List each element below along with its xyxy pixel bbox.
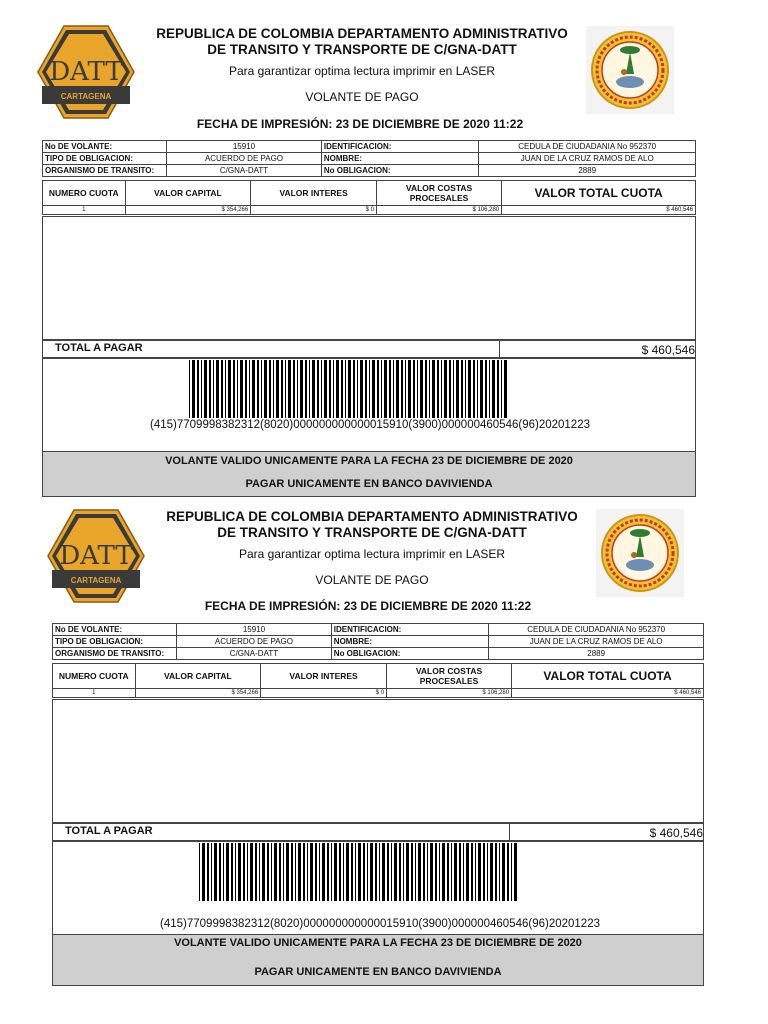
nombre-label: NOMBRE:	[321, 153, 479, 165]
header	[122, 26, 602, 104]
barcode-bar	[389, 360, 391, 418]
col-valor-total: VALOR TOTAL CUOTA	[502, 181, 696, 206]
col-valor-capital: VALOR CAPITAL	[135, 664, 261, 689]
barcode-bar	[216, 360, 219, 418]
no-volante-label: No DE VOLANTE:	[53, 624, 177, 636]
barcode-bar	[382, 843, 385, 901]
identificacion-label: IDENTIFICACION:	[321, 141, 479, 153]
detail-area	[52, 699, 704, 823]
barcode-bar	[231, 843, 233, 901]
barcode-bar	[372, 360, 375, 418]
barcode-bar	[379, 843, 380, 901]
barcode-bar	[315, 843, 317, 901]
barcode-bar	[423, 843, 425, 901]
barcode-bar	[346, 843, 349, 901]
barcode-bar	[336, 360, 339, 418]
barcode-bar	[495, 843, 497, 901]
barcode-bar	[202, 843, 205, 901]
validity-notice	[52, 934, 704, 986]
barcode-bar	[213, 360, 214, 418]
cell-capital: $ 354,266	[125, 206, 251, 215]
barcode-bar	[360, 360, 363, 418]
tipo-obligacion-value: ACUERDO DE PAGO	[177, 636, 332, 648]
barcode-bar	[497, 360, 499, 418]
barcode-bar	[415, 843, 416, 901]
title-line-1: REPUBLICA DE COLOMBIA DEPARTAMENTO ADMINISTRATIVO	[166, 509, 578, 524]
col-valor-costas: VALOR COSTAS PROCESALES	[376, 181, 501, 206]
total-label: TOTAL A PAGAR	[55, 342, 143, 354]
col-valor-total: VALOR TOTAL CUOTA	[512, 664, 704, 689]
nombre-value: JUAN DE LA CRUZ RAMOS DE ALO	[489, 636, 704, 648]
barcode-bar	[240, 360, 243, 418]
barcode-bar	[274, 843, 277, 901]
barcode-bar	[480, 360, 483, 418]
barcode-bar	[245, 360, 247, 418]
installments-table	[52, 663, 704, 698]
no-volante-label: No DE VOLANTE:	[43, 141, 167, 153]
barcode-bar	[369, 360, 370, 418]
logo-subtext: CARTAGENA	[70, 576, 122, 585]
col-valor-capital: VALOR CAPITAL	[125, 181, 251, 206]
barcode-bar	[353, 360, 355, 418]
info-table	[42, 140, 696, 177]
barcode-bar	[377, 360, 379, 418]
barcode-bar	[238, 843, 241, 901]
logo-text: DATT	[59, 541, 133, 571]
barcode-bar	[406, 843, 409, 901]
barcode-bar	[250, 843, 253, 901]
barcode-text: (415)7709998382312(8020)000000000000015910(3900)000000460546(96)20201223	[160, 918, 600, 930]
barcode-bar	[507, 843, 509, 901]
barcode-bar	[209, 360, 211, 418]
total-amount: $ 460,546	[649, 826, 703, 840]
barcode-bar	[295, 843, 296, 901]
barcode-bar	[312, 360, 315, 418]
barcode-bar	[192, 360, 195, 418]
title-line-2: DE TRANSITO Y TRANSPORTE DE C/GNA-DATT	[217, 525, 527, 540]
barcode-bar	[413, 360, 415, 418]
barcode-bar	[471, 843, 473, 901]
barcode-bar	[442, 843, 445, 901]
nombre-label: NOMBRE:	[331, 636, 489, 648]
barcode-icon	[199, 843, 517, 901]
barcode-bar	[319, 843, 320, 901]
subtitle: Para garantizar optima lectura imprimir en LASER	[228, 64, 496, 78]
barcode-bar	[420, 360, 423, 418]
barcode-bar	[437, 360, 439, 418]
title-line-2: DE TRANSITO Y TRANSPORTE DE C/GNA-DATT	[207, 42, 517, 57]
barcode-bar	[403, 843, 404, 901]
barcode-bar	[396, 360, 399, 418]
barcode-bar	[355, 843, 356, 901]
barcode-bar	[291, 843, 293, 901]
cell-cuota: 1	[53, 689, 136, 698]
barcode-bar	[485, 360, 487, 418]
installments-table	[42, 180, 696, 215]
barcode-bar	[207, 843, 209, 901]
barcode-bar	[393, 360, 394, 418]
logo-subtext: CARTAGENA	[60, 92, 112, 101]
barcode-bar	[298, 843, 301, 901]
identificacion-value: CEDULA DE CIUDADANIA No 952370	[489, 624, 704, 636]
barcode-bar	[473, 360, 475, 418]
barcode-bar	[324, 360, 327, 418]
barcode-bar	[357, 360, 358, 418]
notice-date: VOLANTE VALIDO UNICAMENTE PARA LA FECHA 23 DE DICIEMBRE DE 2020	[174, 937, 582, 949]
barcode-bar	[487, 843, 488, 901]
barcode-bar	[367, 843, 368, 901]
info-table	[52, 623, 704, 660]
barcode-bar	[405, 360, 406, 418]
barcode-bar	[425, 360, 427, 418]
print-date: FECHA DE IMPRESIÓN: 23 DE DICIEMBRE DE 2020 11:22	[204, 599, 532, 613]
barcode-bar	[348, 360, 351, 418]
barcode-bar	[309, 360, 310, 418]
barcode-bar	[444, 360, 447, 418]
tipo-obligacion-label: TIPO DE OBLIGACION:	[43, 153, 167, 165]
barcode-bar	[333, 360, 334, 418]
barcode-bar	[411, 843, 413, 901]
barcode-bar	[271, 843, 272, 901]
barcode-bar	[465, 360, 466, 418]
barcode-bar	[427, 843, 428, 901]
barcode-bar	[399, 843, 401, 901]
barcode-bar	[358, 843, 361, 901]
col-valor-costas: VALOR COSTAS PROCESALES	[386, 664, 511, 689]
barcode-bar	[375, 843, 377, 901]
barcode-icon	[189, 360, 507, 418]
cartagena-seal-icon	[586, 26, 674, 114]
barcode-bar	[322, 843, 325, 901]
barcode-bar	[269, 360, 271, 418]
barcode-bar	[226, 843, 229, 901]
barcode-bar	[300, 360, 303, 418]
barcode-bar	[401, 360, 403, 418]
cell-interes: $ 0	[261, 689, 387, 698]
barcode-bar	[461, 360, 463, 418]
print-date: FECHA DE IMPRESIÓN: 23 DE DICIEMBRE DE 2020 11:22	[196, 117, 524, 131]
cell-total: $ 460,546	[512, 689, 704, 698]
barcode-bar	[501, 360, 502, 418]
barcode-bar	[489, 360, 490, 418]
barcode-bar	[351, 843, 353, 901]
no-obligacion-value: 2889	[489, 648, 704, 660]
barcode-bar	[429, 360, 430, 418]
validity-notice	[42, 451, 696, 497]
barcode-bar	[303, 843, 305, 901]
total-label: TOTAL A PAGAR	[65, 825, 153, 837]
document-type: VOLANTE DE PAGO	[305, 90, 419, 104]
subtitle: Para garantizar optima lectura imprimir en LASER	[238, 547, 506, 561]
barcode-bar	[370, 843, 373, 901]
cell-interes: $ 0	[251, 206, 377, 215]
barcode-bar	[297, 360, 298, 418]
barcode-bar	[243, 843, 245, 901]
tipo-obligacion-value: ACUERDO DE PAGO	[167, 153, 322, 165]
barcode-bar	[384, 360, 387, 418]
barcode-bar	[417, 360, 418, 418]
barcode-bar	[233, 360, 235, 418]
cell-capital: $ 354,266	[135, 689, 261, 698]
barcode-bar	[307, 843, 308, 901]
col-valor-interes: VALOR INTERES	[251, 181, 377, 206]
organismo-value: C/GNA-DATT	[177, 648, 332, 660]
barcode-bar	[475, 843, 476, 901]
notice-bank: PAGAR UNICAMENTE EN BANCO DAVIVIENDA	[254, 966, 502, 978]
barcode-bar	[430, 843, 433, 901]
barcode-bar	[363, 843, 365, 901]
barcode-bar	[317, 360, 319, 418]
barcode-bar	[252, 360, 255, 418]
barcode-bar	[447, 843, 449, 901]
barcode-bar	[255, 843, 257, 901]
barcode-bar	[492, 360, 495, 418]
cell-total: $ 460,546	[502, 206, 696, 215]
notice-bank: PAGAR UNICAMENTE EN BANCO DAVIVIENDA	[245, 478, 493, 490]
barcode-bar	[408, 360, 411, 418]
barcode-bar	[331, 843, 332, 901]
barcode-bar	[341, 360, 343, 418]
barcode-bar	[273, 360, 274, 418]
barcode-bar	[261, 360, 262, 418]
total-amount: $ 460,546	[641, 343, 695, 357]
barcode-bar	[387, 843, 389, 901]
barcode-bar	[285, 360, 286, 418]
barcode-bar	[439, 843, 440, 901]
barcode-bar	[478, 843, 481, 901]
barcode-bar	[221, 360, 223, 418]
barcode-bar	[327, 843, 329, 901]
barcode-bar	[286, 843, 289, 901]
barcode-bar	[449, 360, 451, 418]
barcode-bar	[391, 843, 392, 901]
header	[132, 509, 612, 587]
col-numero-cuota: NUMERO CUOTA	[53, 664, 136, 689]
no-obligacion-value: 2889	[479, 165, 696, 177]
total-row	[52, 823, 704, 841]
nombre-value: JUAN DE LA CRUZ RAMOS DE ALO	[479, 153, 696, 165]
no-volante-value: 15910	[167, 141, 322, 153]
cell-cuota: 1	[43, 206, 126, 215]
barcode-bar	[334, 843, 337, 901]
barcode-bar	[262, 843, 265, 901]
barcode-bar	[199, 843, 200, 901]
barcode-bar	[197, 360, 199, 418]
identificacion-label: IDENTIFICACION:	[331, 624, 489, 636]
barcode-bar	[267, 843, 269, 901]
cartagena-seal-icon	[596, 509, 684, 597]
barcode-bar	[214, 843, 217, 901]
logo-text: DATT	[49, 57, 123, 87]
barcode-bar	[283, 843, 284, 901]
table-row	[43, 206, 696, 215]
barcode-bar	[459, 843, 461, 901]
datt-logo-icon	[46, 508, 146, 604]
barcode-bar	[201, 360, 202, 418]
barcode-bar	[504, 360, 507, 418]
no-volante-value: 15910	[177, 624, 332, 636]
barcode-bar	[321, 360, 322, 418]
barcode-bar	[329, 360, 331, 418]
no-obligacion-label: No OBLIGACION:	[331, 648, 489, 660]
detail-area	[42, 216, 696, 340]
organismo-label: ORGANISMO DE TRANSITO:	[43, 165, 167, 177]
barcode-bar	[257, 360, 259, 418]
no-obligacion-label: No OBLIGACION:	[321, 165, 479, 177]
barcode-bar	[228, 360, 231, 418]
barcode-bar	[219, 843, 221, 901]
barcode-bar	[463, 843, 464, 901]
barcode-bar	[453, 360, 454, 418]
barcode-bar	[381, 360, 382, 418]
barcode-bar	[490, 843, 493, 901]
barcode-bar	[514, 843, 517, 901]
barcode-bar	[454, 843, 457, 901]
barcode-bar	[259, 843, 260, 901]
barcode-bar	[343, 843, 344, 901]
cell-costas: $ 106,280	[376, 206, 501, 215]
barcode-bar	[310, 843, 313, 901]
barcode-bar	[211, 843, 212, 901]
barcode-bar	[279, 843, 281, 901]
barcode-bar	[468, 360, 471, 418]
barcode-bar	[432, 360, 435, 418]
barcode-bar	[499, 843, 500, 901]
barcode-bar	[466, 843, 469, 901]
barcode-bar	[276, 360, 279, 418]
barcode-bar	[223, 843, 224, 901]
total-row	[42, 340, 696, 358]
table-row	[53, 689, 704, 698]
tipo-obligacion-label: TIPO DE OBLIGACION:	[53, 636, 177, 648]
cell-costas: $ 106,280	[386, 689, 511, 698]
barcode-bar	[365, 360, 367, 418]
barcode-bar	[288, 360, 291, 418]
datt-logo-icon	[36, 24, 136, 120]
barcode-bar	[502, 843, 505, 901]
title-line-1: REPUBLICA DE COLOMBIA DEPARTAMENTO ADMINISTRATIVO	[156, 26, 568, 41]
barcode-bar	[225, 360, 226, 418]
barcode-text: (415)7709998382312(8020)000000000000015910(3900)000000460546(96)20201223	[150, 419, 590, 431]
barcode-bar	[394, 843, 397, 901]
organismo-label: ORGANISMO DE TRANSITO:	[53, 648, 177, 660]
barcode-bar	[235, 843, 236, 901]
barcode-bar	[204, 360, 207, 418]
barcode-bar	[264, 360, 267, 418]
col-numero-cuota: NUMERO CUOTA	[43, 181, 126, 206]
barcode-bar	[451, 843, 452, 901]
notice-date: VOLANTE VALIDO UNICAMENTE PARA LA FECHA 23 DE DICIEMBRE DE 2020	[165, 455, 573, 467]
barcode-bar	[345, 360, 346, 418]
barcode-bar	[477, 360, 478, 418]
barcode-bar	[189, 360, 190, 418]
barcode-bar	[435, 843, 437, 901]
col-valor-interes: VALOR INTERES	[261, 664, 387, 689]
barcode-bar	[511, 843, 512, 901]
identificacion-value: CEDULA DE CIUDADANIA No 952370	[479, 141, 696, 153]
barcode-bar	[305, 360, 307, 418]
barcode-bar	[247, 843, 248, 901]
barcode-bar	[281, 360, 283, 418]
document-type: VOLANTE DE PAGO	[315, 573, 429, 587]
barcode-bar	[249, 360, 250, 418]
barcode-bar	[339, 843, 341, 901]
barcode-bar	[456, 360, 459, 418]
barcode-bar	[293, 360, 295, 418]
barcode-bar	[237, 360, 238, 418]
barcode-bar	[441, 360, 442, 418]
barcode-bar	[418, 843, 421, 901]
organismo-value: C/GNA-DATT	[167, 165, 322, 177]
barcode-bar	[483, 843, 485, 901]
